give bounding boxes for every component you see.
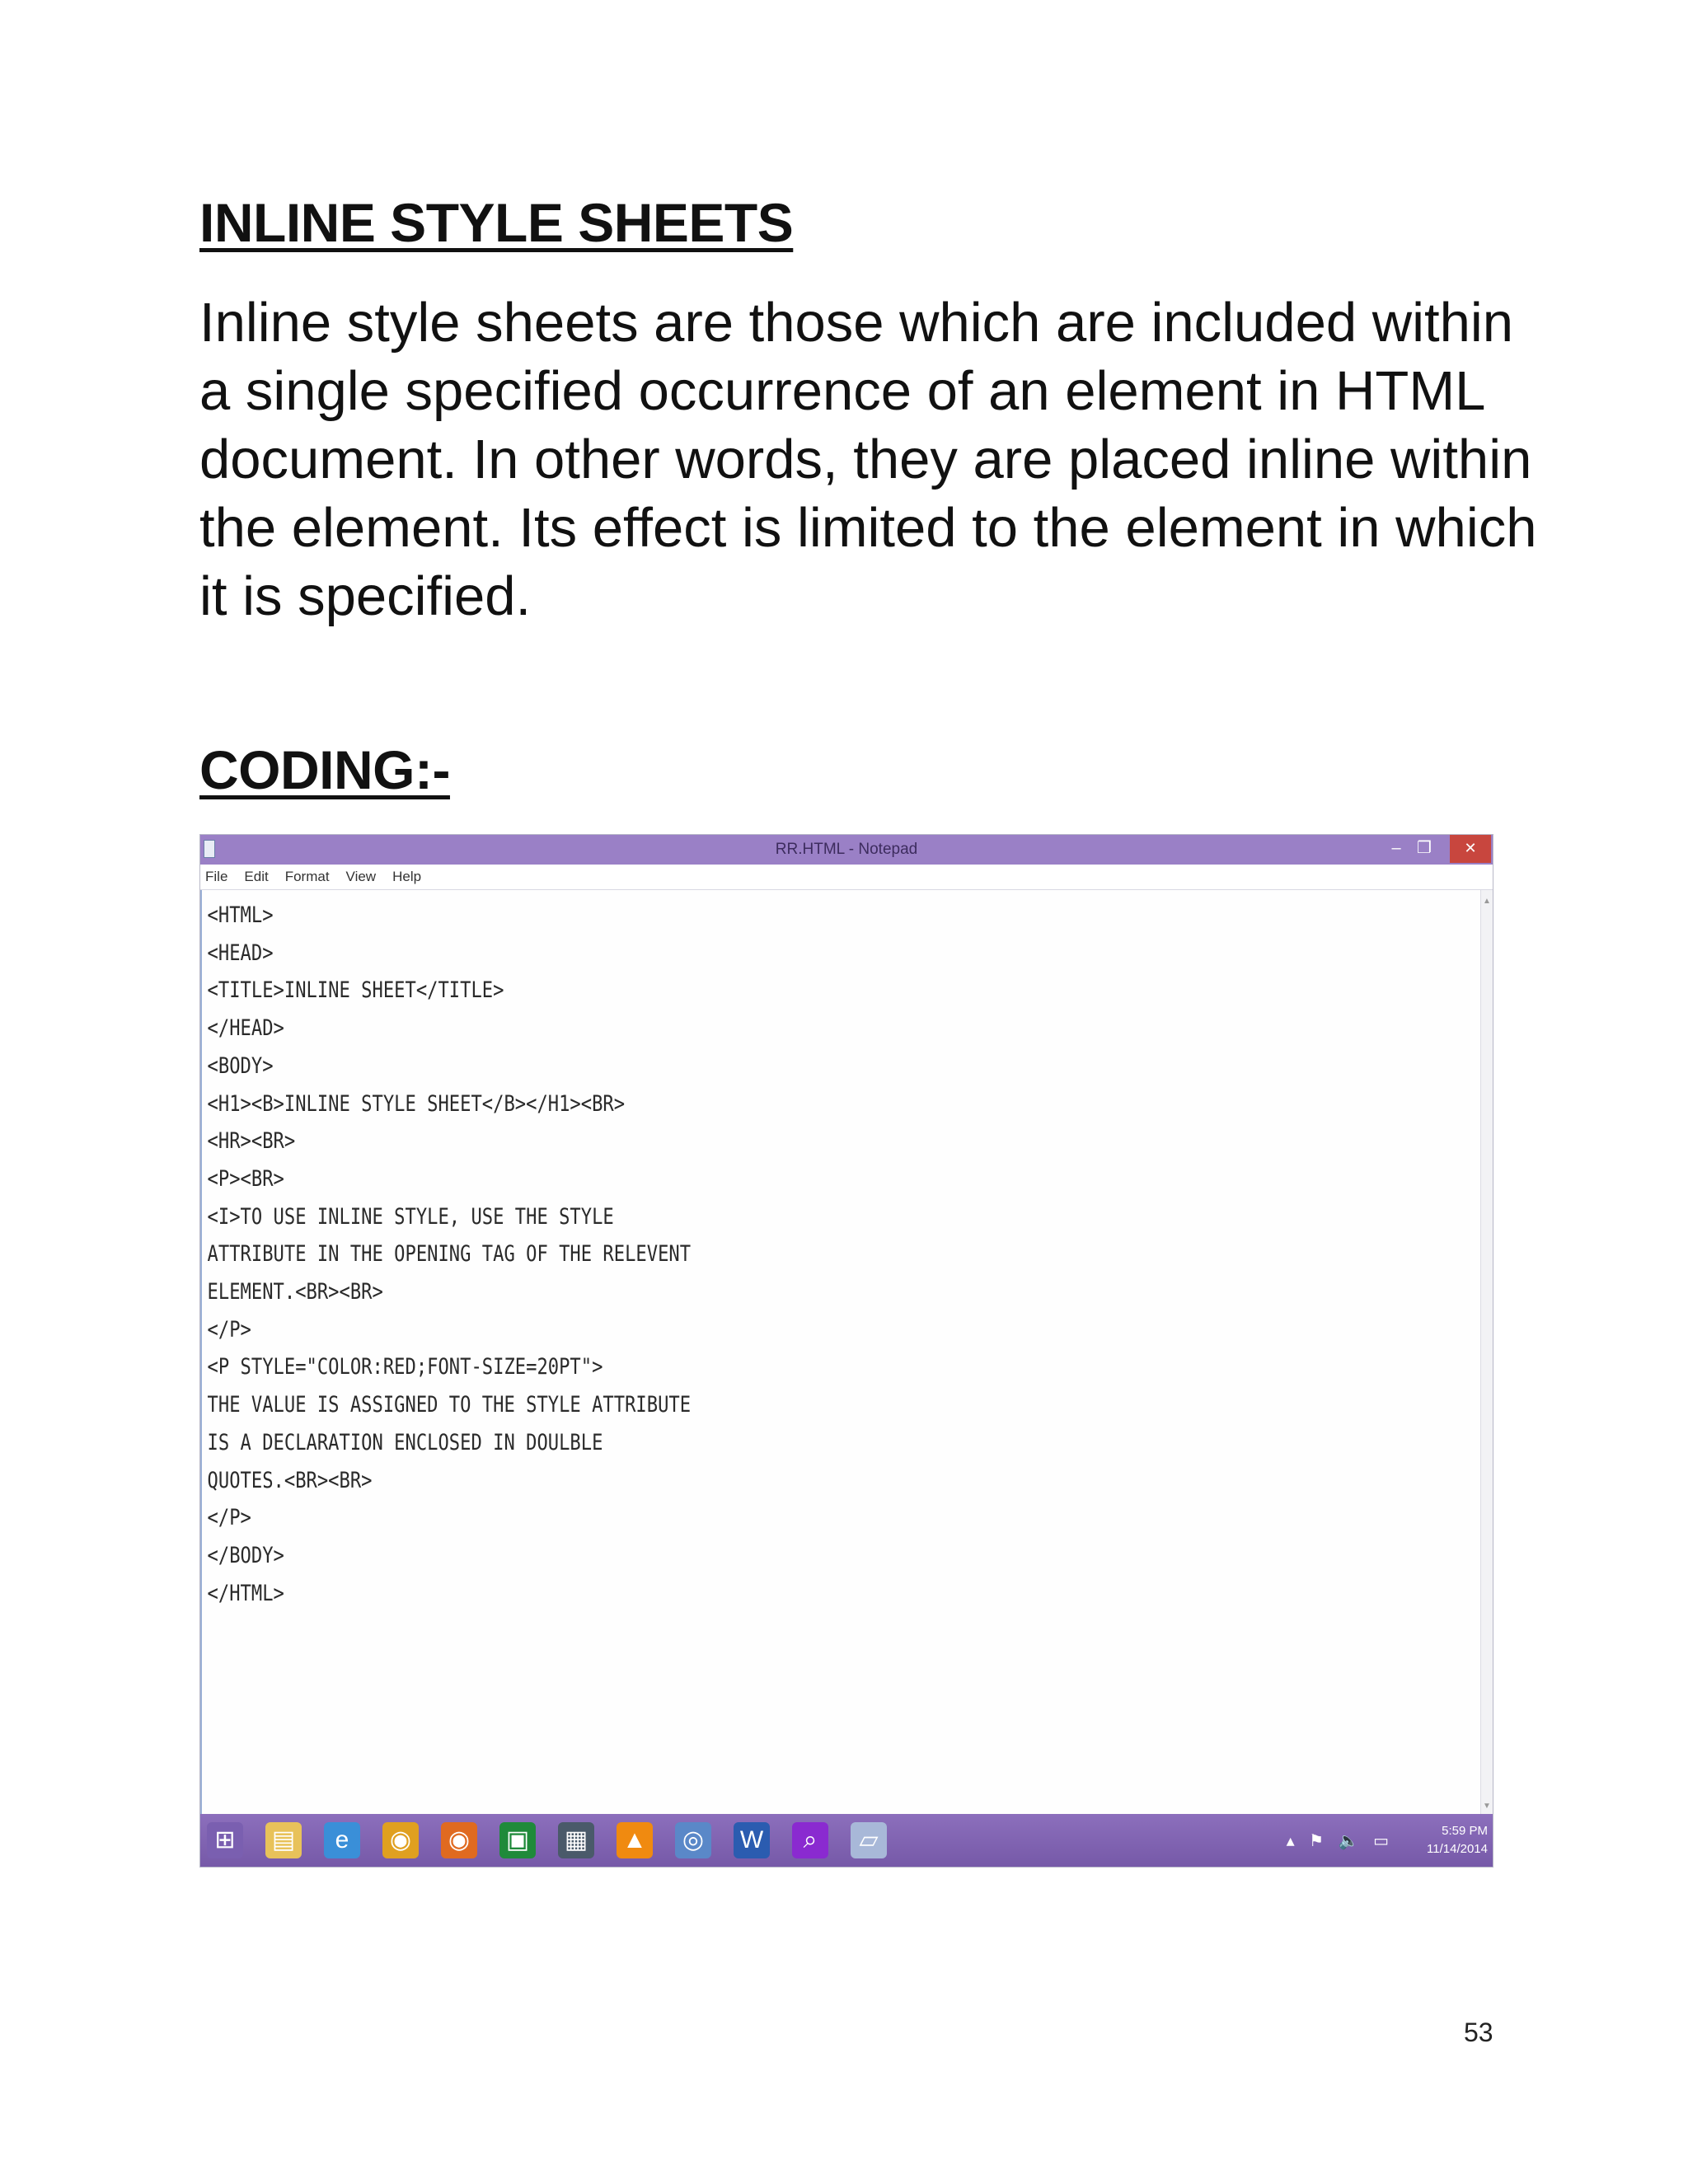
code-line: <H1><B>INLINE STYLE SHEET</B></H1><BR> (207, 1090, 626, 1117)
code-line: IS A DECLARATION ENCLOSED IN DOULBLE (207, 1429, 603, 1455)
search-app-icon[interactable]: ⌕ (792, 1822, 828, 1858)
code-line: <P><BR> (207, 1165, 284, 1192)
menu-edit[interactable]: Edit (244, 869, 269, 884)
code-line: </P> (207, 1316, 251, 1343)
notepad-icon[interactable]: ▱ (851, 1822, 887, 1858)
menu-help[interactable]: Help (392, 869, 422, 884)
code-line: QUOTES.<BR><BR> (207, 1467, 373, 1493)
menu-file[interactable]: File (205, 869, 228, 884)
excel-icon[interactable]: ▣ (499, 1822, 536, 1858)
code-line: <HR><BR> (207, 1128, 296, 1155)
firefox-icon[interactable]: ◉ (441, 1822, 477, 1858)
code-line: ELEMENT.<BR><BR> (207, 1279, 383, 1305)
windows-start-icon[interactable]: ⊞ (207, 1822, 243, 1858)
notepad-screenshot (199, 834, 1493, 1868)
code-line: ATTRIBUTE IN THE OPENING TAG OF THE RELEVENT (207, 1241, 692, 1268)
restore-icon[interactable]: ❐ (1417, 839, 1432, 857)
code-line: <I>TO USE INLINE STYLE, USE THE STYLE (207, 1203, 614, 1230)
menu-format[interactable]: Format (284, 869, 330, 884)
scroll-up-icon[interactable]: ▲ (1483, 897, 1491, 906)
menu-view[interactable]: View (345, 869, 377, 884)
code-line: </BODY> (207, 1542, 284, 1568)
intro-paragraph: Inline style sheets are those which are included within a single specified occurrence of an element in HTML document. In other words, they are placed inline within the element. Its effect is limited to the element in which it is specified. (199, 292, 1537, 627)
taskbar-clock[interactable] (1414, 1822, 1488, 1858)
vlc-icon[interactable]: ▲ (617, 1822, 653, 1858)
settings-app-icon[interactable]: ◎ (675, 1822, 711, 1858)
word-icon[interactable]: W (734, 1822, 770, 1858)
section-heading: INLINE STYLE SHEETS (199, 192, 794, 253)
calculator-icon[interactable]: ▦ (558, 1822, 594, 1858)
code-line: </P> (207, 1505, 251, 1531)
code-line: <HEAD> (207, 940, 274, 966)
windows-taskbar (200, 1814, 1493, 1867)
clock-date: 11/14/2014 (1427, 1842, 1488, 1856)
menu-bar (200, 865, 1493, 890)
system-tray-icons[interactable]: ▴ ⚑ 🔈 ▭ (1286, 1832, 1394, 1850)
code-line: <BODY> (207, 1052, 274, 1079)
code-line: </HTML> (207, 1580, 284, 1606)
clock-time: 5:59 PM (1442, 1824, 1488, 1838)
close-icon[interactable]: ✕ (1450, 835, 1491, 863)
chrome-icon[interactable]: ◉ (382, 1822, 419, 1858)
coding-heading: CODING:- (199, 739, 450, 800)
code-line: </HEAD> (207, 1015, 284, 1042)
text-editor-area[interactable] (200, 890, 1481, 1814)
file-explorer-icon[interactable]: ▤ (265, 1822, 302, 1858)
minimize-icon[interactable]: – (1391, 839, 1401, 857)
code-line: <P STYLE="COLOR:RED;FONT-SIZE=20PT"> (207, 1354, 603, 1380)
code-line: THE VALUE IS ASSIGNED TO THE STYLE ATTRIBUTE (207, 1392, 692, 1418)
notepad-title-bar (200, 835, 1493, 865)
window-title: RR.HTML - Notepad (775, 841, 918, 858)
code-line: <HTML> (207, 902, 274, 928)
code-line: <TITLE>INLINE SHEET</TITLE> (207, 977, 504, 1004)
code-text (202, 890, 1251, 1612)
internet-explorer-icon[interactable]: e (324, 1822, 360, 1858)
scroll-down-icon[interactable]: ▼ (1483, 1802, 1491, 1811)
page-number: 53 (1464, 2018, 1493, 2047)
vertical-scrollbar[interactable] (1480, 890, 1493, 1814)
